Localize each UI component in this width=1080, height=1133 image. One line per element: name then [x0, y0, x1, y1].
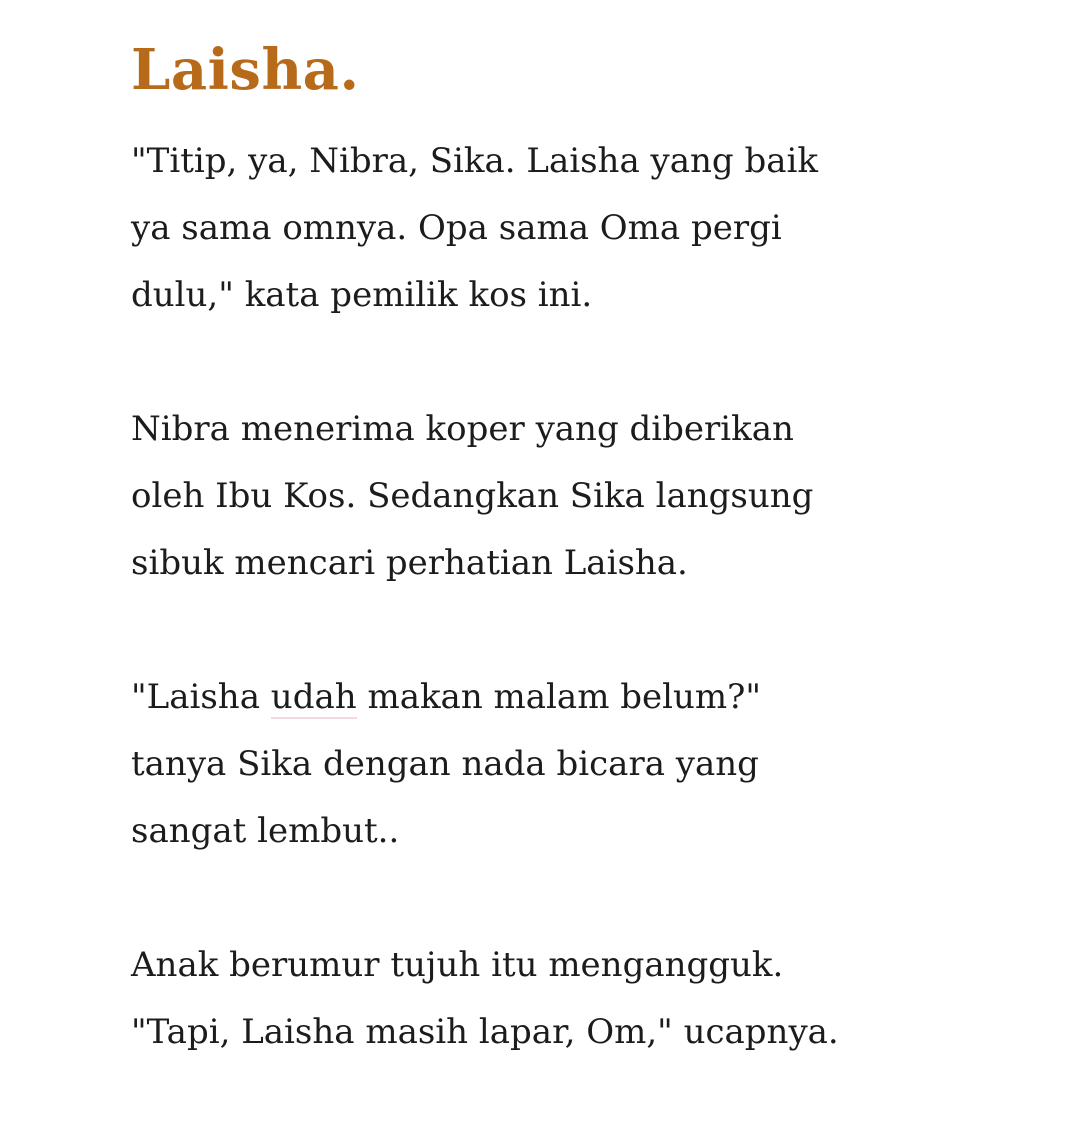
paragraph-3-line-2: tanya Sika dengan nada bicara yang	[131, 744, 759, 784]
chapter-content	[131, 30, 951, 1133]
paragraph-2-line-3: sibuk mencari perhatian Laisha.	[131, 543, 688, 583]
paragraph-2-line-2: oleh Ibu Kos. Sedangkan Sika langsung	[131, 476, 814, 516]
highlighted-word[interactable]: udah	[270, 677, 357, 717]
paragraph-2	[131, 396, 951, 597]
chapter-title: Laisha.	[131, 37, 360, 103]
paragraph-4-line-1: Anak berumur tujuh itu mengangguk.	[131, 945, 784, 985]
paragraph-4-line-2: "Tapi, Laisha masih lapar, Om," ucapnya.	[131, 1012, 839, 1052]
paragraph-3-line-1	[131, 664, 951, 731]
paragraph-1	[131, 128, 951, 329]
paragraph-2-line-1: Nibra menerima koper yang diberikan	[131, 409, 794, 449]
paragraph-1-line-2: ya sama omnya. Opa sama Oma pergi	[131, 208, 782, 248]
paragraph-1-line-3: dulu," kata pemilik kos ini.	[131, 275, 593, 315]
paragraph-4	[131, 932, 951, 1066]
paragraph-3	[131, 664, 951, 865]
paragraph-3-text-after: makan malam belum?"	[356, 677, 762, 717]
paragraph-3-text-before: "Laisha	[131, 677, 271, 717]
paragraph-1-line-1: "Titip, ya, Nibra, Sika. Laisha yang baik	[131, 141, 818, 181]
paragraph-3-line-3: sangat lembut..	[131, 811, 400, 851]
